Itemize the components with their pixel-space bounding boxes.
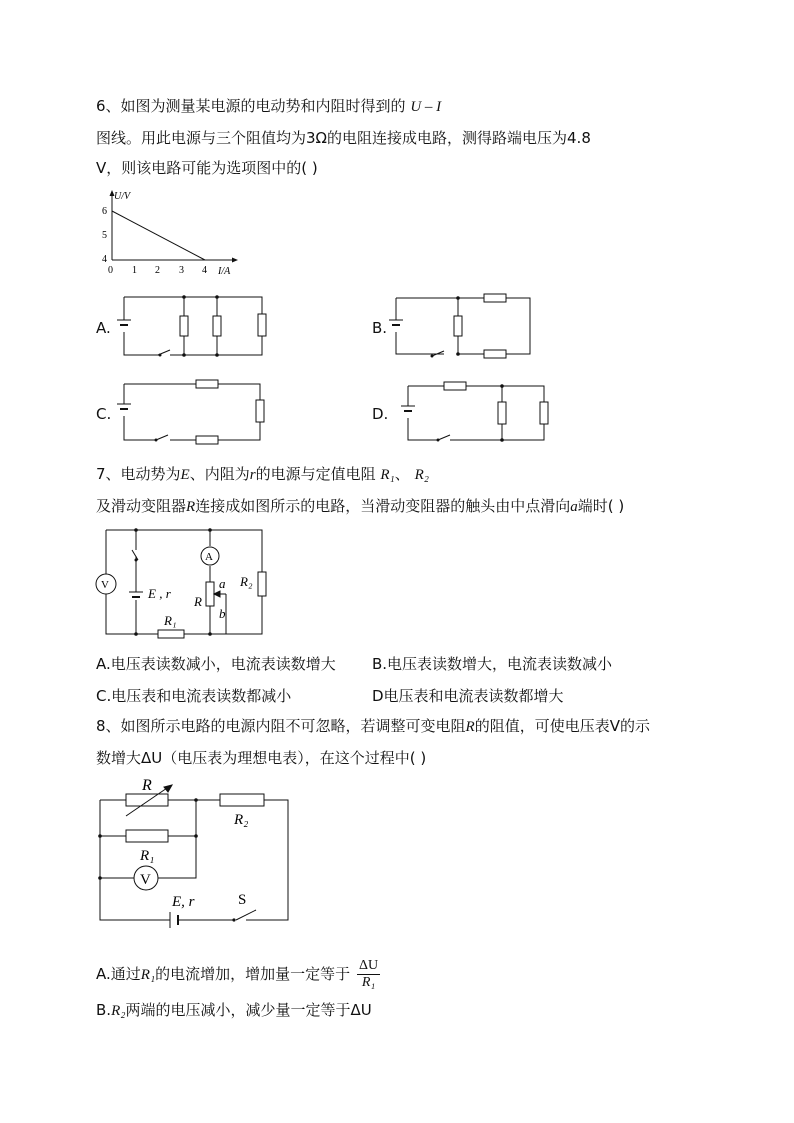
- q8-variable-r-label: R: [142, 777, 152, 794]
- q6-option-a-circuit[interactable]: [110, 294, 270, 358]
- q7-line-2: [96, 496, 624, 517]
- q7-text: 连接成如图所示的电路，当滑动变阻器的触头由中点滑向: [195, 497, 571, 515]
- q7-symbol-a: a: [570, 499, 578, 515]
- q8-opt-text: 的电流增加，增加量一定等于: [155, 965, 351, 983]
- graph-ytick-5: 5: [102, 230, 107, 241]
- graph-xtick-2: 2: [155, 265, 160, 276]
- graph-xtick-3: 3: [179, 265, 184, 276]
- q6-option-b-circuit[interactable]: [386, 294, 536, 358]
- q7-text: 的电源与定值电阻: [255, 465, 376, 483]
- q8-text: 8、如图所示电路的电源内阻不可忽略，若调整可变电阻: [96, 717, 466, 735]
- q8-option-a[interactable]: [96, 952, 380, 997]
- q6-option-b-label: B.: [372, 319, 388, 337]
- q8-opt-text: B.: [96, 1001, 112, 1019]
- q6-text-1: 6、如图为测量某电源的电动势和内阻时得到的: [96, 97, 406, 115]
- graph-xlabel: I/A: [218, 266, 231, 277]
- q6-line-2: 图线。用此电源与三个阻值均为3Ω的电阻连接成电路，测得路端电压为4.8: [96, 129, 591, 147]
- q8-voltmeter-label: V: [140, 872, 151, 888]
- q7-symbol-R2: R₂: [414, 467, 429, 483]
- q8-fraction-denominator: R₁: [361, 975, 376, 990]
- q7-terminal-b: b: [219, 606, 226, 621]
- q8-line-1: [96, 716, 650, 737]
- ui-graph: [96, 188, 256, 278]
- q8-r2-label: R₂: [234, 812, 249, 828]
- q6-line-3: V，则该电路可能为选项图中的( ): [96, 159, 318, 177]
- q8-source-label: E, r: [172, 894, 195, 910]
- q8-fraction-numerator: ΔU: [358, 958, 379, 973]
- graph-xtick-0: 0: [108, 265, 113, 276]
- q7-symbol-r: r: [249, 467, 256, 483]
- graph-ytick-4: 4: [102, 254, 107, 265]
- q7-symbol-R1: R₁: [380, 467, 395, 483]
- q8-switch-label: S: [238, 892, 247, 908]
- q8-option-b[interactable]: [96, 1000, 372, 1021]
- q7-text: 7、电动势为: [96, 465, 181, 483]
- q7-r1-label: R₁: [164, 613, 177, 628]
- q7-option-a[interactable]: A.电压表读数减小，电流表读数增大: [96, 655, 336, 673]
- q8-opt-text: A.通过: [96, 965, 141, 983]
- q8-text: 的阻值，可使电压表V的示: [474, 717, 650, 735]
- q8-fraction: [357, 958, 380, 991]
- q7-text: 端时( ): [577, 497, 625, 515]
- q7-circuit: [96, 526, 276, 642]
- q8-opt-symbol-R1: R₁: [140, 967, 156, 983]
- q8-circuit: [96, 774, 296, 924]
- q6-line-1: [96, 96, 441, 117]
- graph-xtick-1: 1: [132, 265, 137, 276]
- q8-opt-text: 两端的电压减小，减少量一定等于ΔU: [125, 1001, 372, 1019]
- q8-line-2: 数增大ΔU（电压表为理想电表），在这个过程中( ): [96, 749, 427, 767]
- q7-symbol-E: E: [180, 467, 190, 483]
- q7-symbol-R: R: [186, 499, 196, 515]
- graph-xtick-4: 4: [202, 265, 207, 276]
- q7-terminal-a: a: [219, 576, 226, 591]
- q7-option-b[interactable]: B.电压表读数增大，电流表读数减小: [372, 655, 613, 673]
- graph-ytick-6: 6: [102, 206, 107, 217]
- q7-r2-label: R₂: [240, 574, 253, 589]
- q8-symbol-R: R: [465, 719, 475, 735]
- q7-voltmeter-label: V: [101, 579, 109, 591]
- q6-option-c-circuit[interactable]: [110, 378, 270, 444]
- q6-option-d-label: D.: [372, 405, 389, 423]
- graph-ylabel: U/V: [114, 191, 131, 202]
- q7-source-label: E , r: [148, 586, 171, 601]
- q8-opt-symbol-R2: R₂: [111, 1003, 126, 1019]
- q6-ui-symbol: U – I: [410, 99, 442, 115]
- q7-text: 、: [394, 465, 410, 483]
- q7-option-d[interactable]: D电压表和电流表读数都增大: [372, 687, 564, 705]
- q7-line-1: [96, 464, 429, 485]
- q6-option-a-label: A.: [96, 319, 111, 337]
- q8-r1-label: R₁: [140, 848, 155, 864]
- q7-ammeter-label: A: [205, 551, 213, 563]
- q7-option-c[interactable]: C.电压表和电流表读数都减小: [96, 687, 292, 705]
- q7-text: 、内阻为: [189, 465, 250, 483]
- q7-text: 及滑动变阻器: [96, 497, 187, 515]
- q6-option-c-label: C.: [96, 405, 112, 423]
- q6-option-d-circuit[interactable]: [398, 378, 558, 444]
- q7-rheostat-label: R: [194, 594, 202, 609]
